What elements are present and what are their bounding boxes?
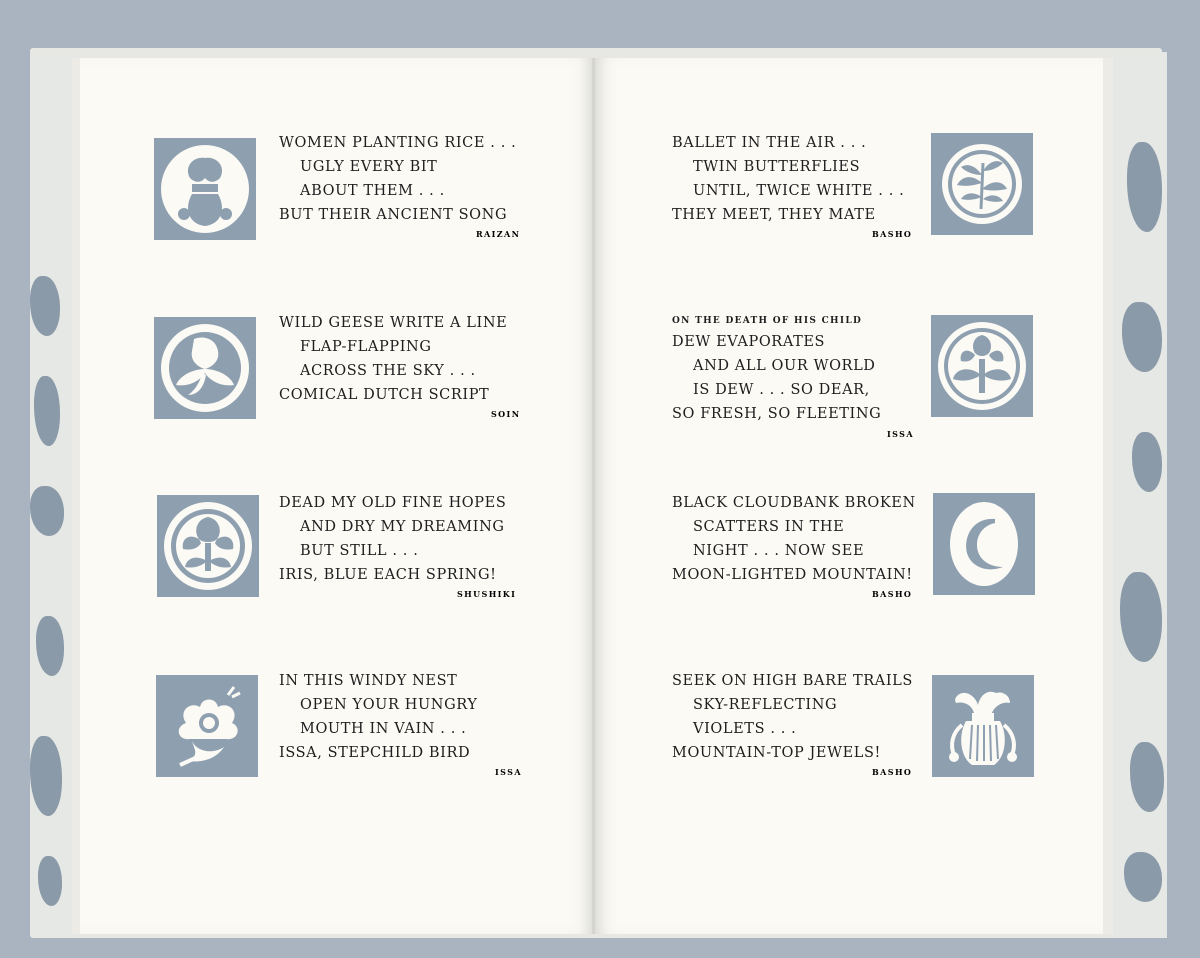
poem-line: THEY MEET, THEY MATE (672, 207, 876, 223)
vase-leaf-crest-icon (154, 138, 256, 240)
poem-seek-on-high-bare-trails (672, 669, 913, 765)
poem-line: BLACK CLOUDBANK BROKEN (672, 495, 916, 511)
poem-line: SKY-REFLECTING (693, 697, 838, 713)
poem-line: WOMEN PLANTING RICE . . . (279, 135, 517, 151)
poem-line: UNTIL, TWICE WHITE . . . (693, 183, 905, 199)
poem-windy-nest (279, 669, 478, 765)
poem-line: NIGHT . . . NOW SEE (693, 543, 865, 559)
poem-line: TWIN BUTTERFLIES (693, 159, 861, 175)
poem-author: ISSA (495, 767, 522, 777)
poem-line: UGLY EVERY BIT (300, 159, 438, 175)
poem-ballet-in-the-air (672, 131, 904, 227)
paulownia-circle-crest-icon (931, 315, 1033, 417)
poem-line: SCATTERS IN THE (693, 519, 845, 535)
poem-author: ISSA (887, 429, 914, 439)
bamboo-circle-crest-icon (931, 133, 1033, 235)
poem-line: FLAP-FLAPPING (300, 339, 432, 355)
poem-author: SHUSHIKI (457, 589, 517, 599)
poem-line: SO FRESH, SO FLEETING (672, 406, 882, 422)
poem-line: BALLET IN THE AIR . . . (672, 135, 867, 151)
poem-dew-evaporates (672, 312, 881, 426)
poem-line: IS DEW . . . SO DEAR, (693, 382, 870, 398)
poem-dedication: ON THE DEATH OF HIS CHILD (672, 316, 863, 326)
poem-line: VIOLETS . . . (693, 721, 797, 737)
poem-line: SEEK ON HIGH BARE TRAILS (672, 673, 913, 689)
poem-author: BASHO (872, 767, 913, 777)
cover-pattern-right (1112, 52, 1167, 938)
poem-line: IRIS, BLUE EACH SPRING! (279, 567, 497, 583)
poem-author: SOIN (491, 409, 521, 419)
poem-author: BASHO (872, 589, 913, 599)
flower-circle-crest-icon (154, 317, 256, 419)
poem-line: COMICAL DUTCH SCRIPT (279, 387, 490, 403)
poem-author: BASHO (872, 229, 913, 239)
book-gutter (592, 58, 595, 934)
poem-line: AND ALL OUR WORLD (693, 358, 876, 374)
poem-wild-geese (279, 311, 507, 407)
crescent-moon-crest-icon (933, 493, 1035, 595)
poem-line: ACROSS THE SKY . . . (300, 363, 476, 379)
poem-line: ISSA, STEPCHILD BIRD (279, 745, 471, 761)
tassel-vase-crest-icon (932, 675, 1034, 777)
poem-line: ABOUT THEM . . . (300, 183, 445, 199)
plum-blossom-crest-icon (156, 675, 258, 777)
poem-line: MOON-LIGHTED MOUNTAIN! (672, 567, 913, 583)
poem-line: OPEN YOUR HUNGRY (300, 697, 478, 713)
poem-dead-my-old-fine-hopes (279, 491, 506, 587)
poem-women-planting-rice (279, 131, 516, 227)
poem-line: WILD GEESE WRITE A LINE (279, 315, 508, 331)
poem-line: BUT THEIR ANCIENT SONG (279, 207, 508, 223)
poem-author: RAIZAN (476, 229, 521, 239)
poem-line: DEW EVAPORATES (672, 334, 826, 350)
poem-line: AND DRY MY DREAMING (300, 519, 505, 535)
poem-line: DEAD MY OLD FINE HOPES (279, 495, 507, 511)
poem-line: MOUTH IN VAIN . . . (300, 721, 467, 737)
poem-black-cloudbank (672, 491, 916, 587)
poem-line: IN THIS WINDY NEST (279, 673, 458, 689)
poem-line: BUT STILL . . . (300, 543, 419, 559)
flower-bud-crest-icon (157, 495, 259, 597)
poem-line: MOUNTAIN-TOP JEWELS! (672, 745, 881, 761)
